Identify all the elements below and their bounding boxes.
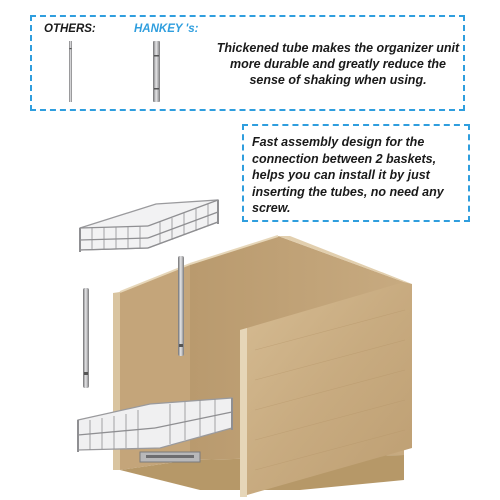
upper-wire-basket <box>80 200 218 252</box>
others-label: OTHERS: <box>44 23 96 35</box>
connecting-tube-left <box>83 288 89 388</box>
connecting-tube-right <box>178 256 184 356</box>
tube-description: Thickened tube makes the organizer unit more durable and greatly reduce the sense of shaking when using. <box>216 41 460 87</box>
hankey-label: HANKEY 's: <box>134 23 199 35</box>
assembly-description: Fast assembly design for the connection between 2 baskets, helps you can install it by just inserting the tubes, no need any screw. <box>252 135 444 215</box>
